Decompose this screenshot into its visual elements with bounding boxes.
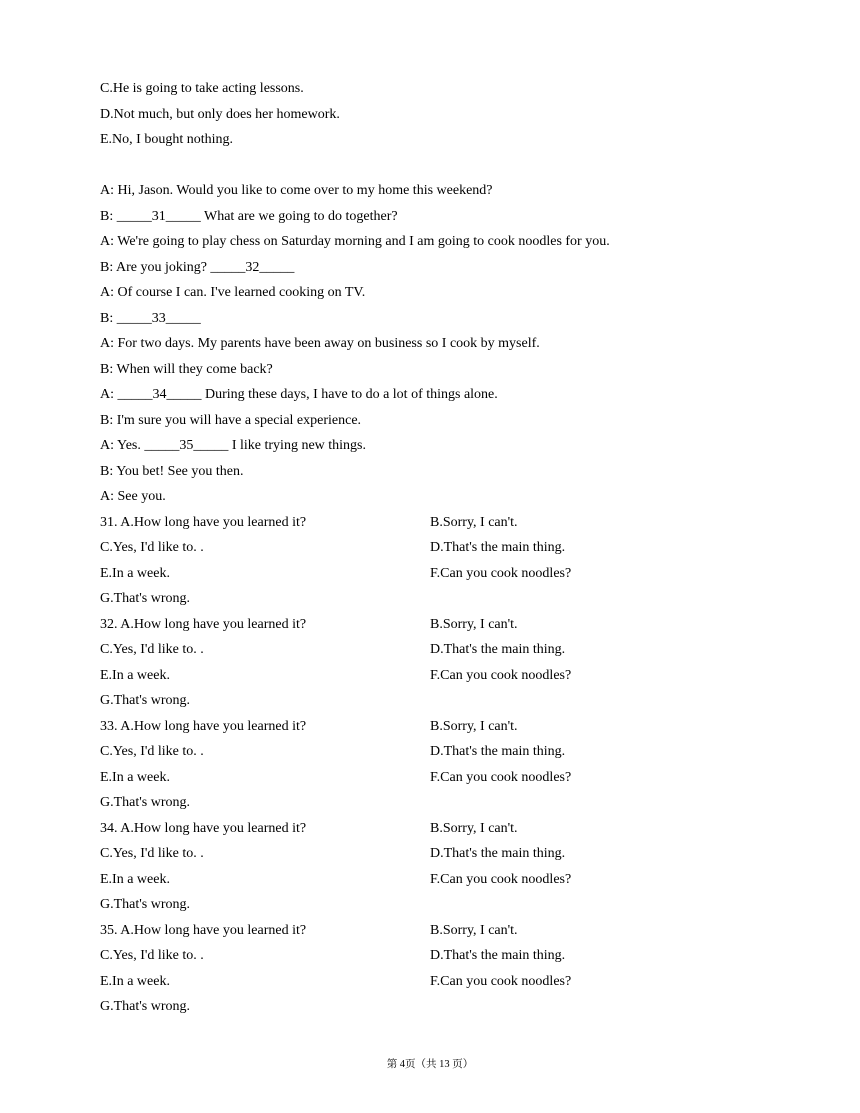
option-row (100, 841, 780, 867)
option-text: G.That's wrong. (100, 795, 191, 810)
option-row (100, 918, 780, 944)
spacer (100, 153, 780, 179)
option-text: G.That's wrong. (100, 999, 191, 1014)
option-text: C.Yes, I'd like to. . (100, 642, 204, 657)
option-row (100, 535, 780, 561)
dialogue-line: B: _____31_____ What are we going to do together? (100, 208, 398, 224)
option-line: D.Not much, but only does her homework. (100, 106, 340, 122)
dialogue-line: A: We're going to play chess on Saturday morning and I am going to cook noodles for you. (100, 234, 610, 249)
question-31 (100, 510, 780, 612)
option-row (100, 637, 780, 663)
dialogue-line: A: Hi, Jason. Would you like to come over to my home this weekend? (100, 183, 493, 198)
option-row (100, 943, 780, 969)
option-text: E.In a week. (100, 973, 170, 989)
dialogue-line: B: You bet! See you then. (100, 463, 244, 479)
option-text: C.Yes, I'd like to. . (100, 744, 204, 759)
option-text: F.Can you cook noodles? (430, 565, 572, 581)
dialogue-line: A: See you. (100, 489, 166, 504)
option-row (100, 714, 780, 740)
option-row (100, 765, 780, 791)
option-text: E.In a week. (100, 769, 170, 785)
document-page (100, 76, 780, 1020)
option-row (100, 867, 780, 893)
option-text: 33. A.How long have you learned it? (100, 718, 307, 734)
option-text: C.Yes, I'd like to. . (100, 540, 204, 555)
option-row (100, 510, 780, 536)
dialogue-line: A: Yes. _____35_____ I like trying new things. (100, 438, 366, 453)
page-footer: 第 4页（共 13 页） (386, 1059, 474, 1070)
option-text: D.That's the main thing. (430, 846, 566, 861)
dialogue-line: B: Are you joking? _____32_____ (100, 259, 295, 275)
option-row (100, 969, 780, 995)
option-text: B.Sorry, I can't. (430, 514, 518, 530)
option-row (100, 816, 780, 842)
option-text: D.That's the main thing. (430, 948, 566, 963)
option-text: G.That's wrong. (100, 591, 191, 606)
option-text: F.Can you cook noodles? (430, 871, 572, 887)
option-line: C.He is going to take acting lessons. (100, 81, 304, 96)
dialogue-line: B: _____33_____ (100, 310, 201, 326)
option-text: F.Can you cook noodles? (430, 667, 572, 683)
option-text: D.That's the main thing. (430, 540, 566, 555)
option-text: E.In a week. (100, 871, 170, 887)
option-text: 35. A.How long have you learned it? (100, 922, 307, 938)
option-text: E.In a week. (100, 565, 170, 581)
option-text: B.Sorry, I can't. (430, 820, 518, 836)
option-text: F.Can you cook noodles? (430, 769, 572, 785)
option-row (100, 739, 780, 765)
question-33 (100, 714, 780, 816)
option-text: E.In a week. (100, 667, 170, 683)
dialogue-line: A: For two days. My parents have been away on business so I cook by myself. (100, 336, 540, 351)
dialogue-line: B: When will they come back? (100, 361, 273, 377)
option-text: B.Sorry, I can't. (430, 718, 518, 734)
option-text: B.Sorry, I can't. (430, 922, 518, 938)
option-text: F.Can you cook noodles? (430, 973, 572, 989)
option-text: G.That's wrong. (100, 897, 191, 912)
dialogue (100, 178, 780, 510)
option-text: C.Yes, I'd like to. . (100, 846, 204, 861)
option-text: D.That's the main thing. (430, 744, 566, 759)
question-34 (100, 816, 780, 918)
dialogue-line: B: I'm sure you will have a special experience. (100, 412, 362, 428)
option-text: B.Sorry, I can't. (430, 616, 518, 632)
option-line: E.No, I bought nothing. (100, 132, 233, 147)
option-text: 32. A.How long have you learned it? (100, 616, 307, 632)
question-32 (100, 612, 780, 714)
option-row (100, 663, 780, 689)
option-text: G.That's wrong. (100, 693, 191, 708)
option-list-top (100, 76, 780, 153)
option-text: 34. A.How long have you learned it? (100, 820, 307, 836)
dialogue-line: A: _____34_____ During these days, I have to do a lot of things alone. (100, 387, 498, 402)
option-row (100, 561, 780, 587)
dialogue-line: A: Of course I can. I've learned cooking on TV. (100, 285, 366, 300)
question-35 (100, 918, 780, 1020)
option-text: D.That's the main thing. (430, 642, 566, 657)
option-row (100, 612, 780, 638)
option-text: 31. A.How long have you learned it? (100, 514, 307, 530)
option-text: C.Yes, I'd like to. . (100, 948, 204, 963)
